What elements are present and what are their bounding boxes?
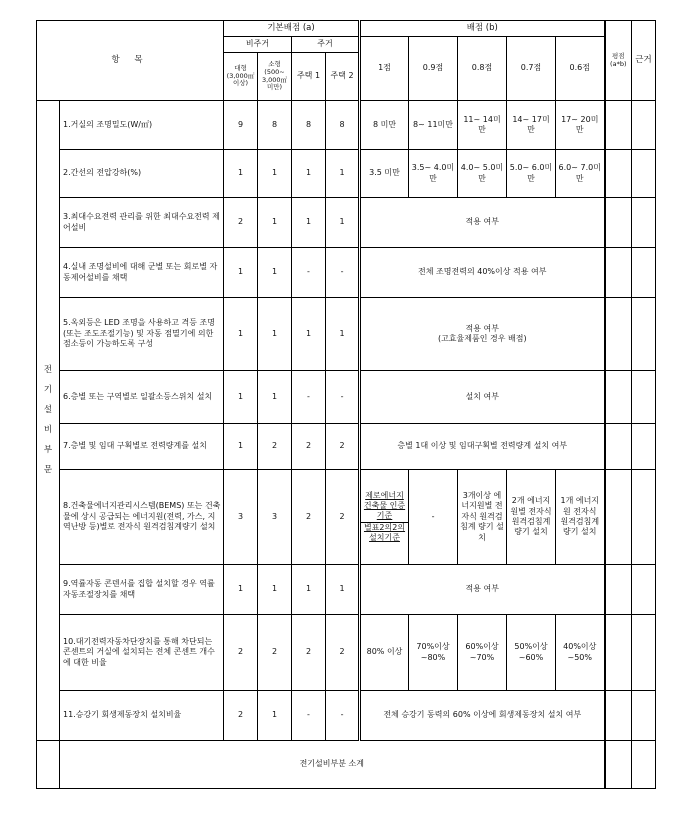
score-large: 1	[224, 424, 258, 470]
eval-cell	[605, 150, 632, 198]
rating-1pt: 8 미만	[360, 101, 409, 150]
rating-08pt: 60%이상 ~70%	[458, 615, 507, 691]
score-res1: -	[292, 691, 326, 741]
score-res1: 2	[292, 470, 326, 565]
score-res2: 8	[326, 101, 360, 150]
basis-cell	[632, 691, 656, 741]
rating-06pt: 6.0~ 7.0미만	[556, 150, 605, 198]
rating-08pt: 3개이상 에너지원별 전자식 원격검침계 량기 설치	[458, 470, 507, 565]
score-res1: -	[292, 248, 326, 298]
basis-cell	[632, 615, 656, 691]
rating-1pt: 80% 이상	[360, 615, 409, 691]
eval-cell	[605, 565, 632, 615]
eval-cell	[605, 298, 632, 371]
header-rating: 배점 (b)	[360, 21, 605, 37]
header-07pt: 0.7점	[507, 37, 556, 101]
score-large: 2	[224, 198, 258, 248]
score-res2: 1	[326, 150, 360, 198]
item-label: 6.층별 또는 구역별로 일괄소등스위치 설치	[60, 371, 224, 424]
score-res2: 2	[326, 615, 360, 691]
item-label: 7.층별 및 임대 구획별로 전력량계를 설치	[60, 424, 224, 470]
rating-07pt: 5.0~ 6.0미만	[507, 150, 556, 198]
score-small: 2	[258, 615, 292, 691]
header-eval: 평점 (a*b)	[605, 21, 632, 101]
score-large: 2	[224, 615, 258, 691]
rating-merged-text: 적용 여부	[465, 323, 499, 333]
rating-merged: 층별 1대 이상 및 임대구획별 전력량계 설치 여부	[360, 424, 605, 470]
header-basic-score: 기본배점 (a)	[224, 21, 360, 37]
rating-merged: 전체 조명전력의 40%이상 적용 여부	[360, 248, 605, 298]
item-label: 8.건축물에너지관리시스템(BEMS) 또는 건축물에 상시 공급되는 에너지원(전력, 가스, 지역난방 등)별로 전자식 원격검침계량기 설치	[60, 470, 224, 565]
basis-cell	[632, 371, 656, 424]
header-1pt: 1점	[360, 37, 409, 101]
rating-1pt: 3.5 미만	[360, 150, 409, 198]
evaluation-table	[36, 20, 656, 789]
basis-cell	[632, 150, 656, 198]
rating-07pt: 14~ 17미만	[507, 101, 556, 150]
item-label: 2.간선의 전압강하(%)	[60, 150, 224, 198]
eval-cell	[605, 424, 632, 470]
basis-cell	[632, 248, 656, 298]
score-res1: 2	[292, 424, 326, 470]
basis-cell	[632, 424, 656, 470]
score-large: 1	[224, 371, 258, 424]
score-res1: 2	[292, 615, 326, 691]
score-small: 1	[258, 150, 292, 198]
rating-merged: 적용 여부	[360, 565, 605, 615]
header-09pt: 0.9점	[409, 37, 458, 101]
score-res1: 1	[292, 150, 326, 198]
score-small: 1	[258, 691, 292, 741]
item-label: 4.실내 조명설비에 대해 군별 또는 회로별 자동제어설비를 채택	[60, 248, 224, 298]
appendix-criteria: 별표2의2의 설치기준	[363, 522, 406, 543]
eval-cell	[605, 101, 632, 150]
eval-cell	[605, 691, 632, 741]
item-label: 11.승강기 회생제동장치 설치비율	[60, 691, 224, 741]
eval-cell	[605, 198, 632, 248]
score-large: 1	[224, 150, 258, 198]
score-res2: -	[326, 248, 360, 298]
basis-cell	[632, 198, 656, 248]
eval-cell	[605, 615, 632, 691]
header-basis: 근거	[632, 21, 656, 101]
score-res2: -	[326, 691, 360, 741]
header-06pt: 0.6점	[556, 37, 605, 101]
score-large: 9	[224, 101, 258, 150]
score-small: 3	[258, 470, 292, 565]
score-res2: 1	[326, 565, 360, 615]
rating-1pt	[360, 470, 409, 565]
score-small: 8	[258, 101, 292, 150]
score-large: 2	[224, 691, 258, 741]
score-large: 1	[224, 565, 258, 615]
score-res2: 2	[326, 424, 360, 470]
header-08pt: 0.8점	[458, 37, 507, 101]
rating-07pt: 50%이상 ~60%	[507, 615, 556, 691]
score-small: 1	[258, 248, 292, 298]
score-res1: -	[292, 371, 326, 424]
item-label: 3.최대수요전력 관리를 위한 최대수요전력 제어설비	[60, 198, 224, 248]
rating-06pt: 17~ 20미만	[556, 101, 605, 150]
eval-cell	[605, 741, 632, 789]
header-item: 항 목	[37, 21, 224, 101]
rating-06pt: 1개 에너지원 전자식 원격검침계 량기 설치	[556, 470, 605, 565]
score-small: 1	[258, 565, 292, 615]
rating-08pt: 11~ 14미만	[458, 101, 507, 150]
basis-cell	[632, 298, 656, 371]
rating-merged: 전체 승강기 동력의 60% 이상에 회생제동장치 설치 여부	[360, 691, 605, 741]
item-label: 5.옥외등은 LED 조명을 사용하고 격등 조명(또는 조도조절기능) 및 자동 점멸기에 의한 점소등이 가능하도록 구성	[60, 298, 224, 371]
score-small: 1	[258, 198, 292, 248]
score-res1: 1	[292, 565, 326, 615]
rating-09pt: 3.5~ 4.0미만	[409, 150, 458, 198]
basis-cell	[632, 470, 656, 565]
score-small: 1	[258, 371, 292, 424]
rating-09pt: 8~ 11미만	[409, 101, 458, 150]
rating-merged	[360, 298, 605, 371]
score-res2: 1	[326, 198, 360, 248]
item-label: 9.역률자동 콘덴서를 집합 설치할 경우 역률자동조절장치를 채택	[60, 565, 224, 615]
rating-09pt: 70%이상 ~80%	[409, 615, 458, 691]
header-non-residential: 비주거	[224, 37, 292, 53]
rating-08pt: 4.0~ 5.0미만	[458, 150, 507, 198]
item-label: 1.거실의 조명밀도(W/㎡)	[60, 101, 224, 150]
zero-energy-criteria: 제로에너지 건축물 인증 기준	[363, 490, 406, 521]
header-res1: 주택 1	[292, 53, 326, 101]
score-res1: 1	[292, 298, 326, 371]
score-res1: 8	[292, 101, 326, 150]
rating-07pt: 2개 에너지원별 전자식 원격검침계 량기 설치	[507, 470, 556, 565]
score-res2: 2	[326, 470, 360, 565]
rating-merged: 적용 여부	[360, 198, 605, 248]
score-res2: 1	[326, 298, 360, 371]
header-residential: 주거	[292, 37, 360, 53]
score-small: 2	[258, 424, 292, 470]
score-large: 1	[224, 248, 258, 298]
header-large: 대형 (3,000㎡ 이상)	[224, 53, 258, 101]
basis-cell	[632, 101, 656, 150]
category-cell: 전 기 설 비 부 문	[37, 101, 60, 741]
rating-merged-note: (고효율제품인 경우 배점)	[437, 334, 527, 343]
rating-06pt: 40%이상 ~50%	[556, 615, 605, 691]
header-res2: 주택 2	[326, 53, 360, 101]
subtotal-label: 전기설비부분 소계	[60, 741, 605, 789]
header-small: 소형 (500~ 3,000㎡ 미만)	[258, 53, 292, 101]
item-label: 10.대기전력자동차단장치를 통해 차단되는 콘센트의 거실에 설치되는 전체 콘센트 개수에 대한 비율	[60, 615, 224, 691]
score-large: 3	[224, 470, 258, 565]
rating-merged: 설치 여부	[360, 371, 605, 424]
score-res2: -	[326, 371, 360, 424]
eval-cell	[605, 371, 632, 424]
score-small: 1	[258, 298, 292, 371]
rating-09pt: -	[409, 470, 458, 565]
score-res1: 1	[292, 198, 326, 248]
eval-cell	[605, 470, 632, 565]
basis-cell	[632, 741, 656, 789]
subtotal-blank	[37, 741, 60, 789]
score-large: 1	[224, 298, 258, 371]
basis-cell	[632, 565, 656, 615]
eval-cell	[605, 248, 632, 298]
